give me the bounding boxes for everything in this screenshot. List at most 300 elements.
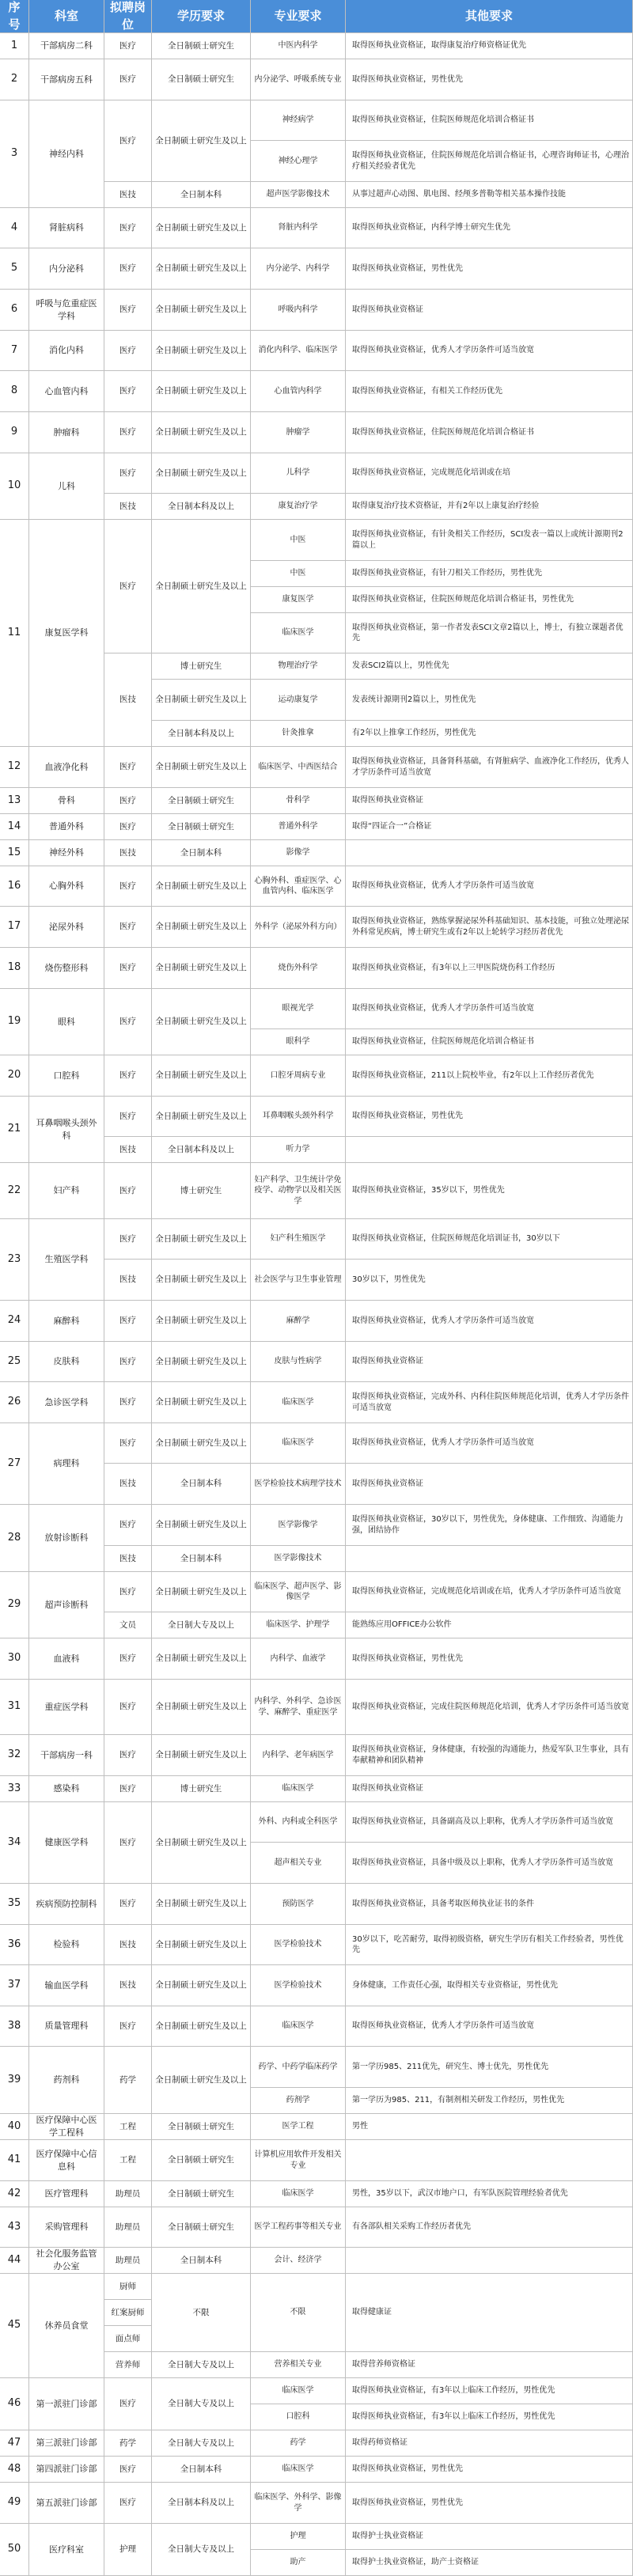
major-requirement: 心胸外科、重症医学、心血管内科、临床医学 — [251, 866, 346, 907]
position: 医疗 — [104, 33, 152, 59]
department: 干部病房五科 — [29, 59, 104, 100]
education-requirement: 全日制硕士研究生及以上 — [152, 1884, 251, 1925]
position: 医技 — [104, 1546, 152, 1572]
education-requirement: 全日制硕士研究生及以上 — [152, 1342, 251, 1382]
education-requirement: 全日制硕士研究生 — [152, 2140, 251, 2181]
row-number: 47 — [0, 2430, 29, 2457]
row-number: 19 — [0, 989, 29, 1055]
education-requirement: 全日制硕士研究生及以上 — [152, 907, 251, 948]
position: 医疗 — [104, 866, 152, 907]
education-requirement: 全日制硕士研究生及以上 — [152, 1802, 251, 1884]
department: 血液科 — [29, 1638, 104, 1680]
row-number: 35 — [0, 1884, 29, 1925]
education-requirement: 博士研究生 — [152, 1163, 251, 1219]
position: 医疗 — [104, 290, 152, 331]
other-requirement: 取得健康证 — [346, 2274, 633, 2352]
other-requirement: 取得医师执业资格证，男性优先 — [346, 2457, 633, 2483]
major-requirement: 妇产科生殖医学 — [251, 1219, 346, 1260]
education-requirement: 全日制本科 — [152, 2248, 251, 2274]
position: 工程 — [104, 2114, 152, 2140]
major-requirement: 医学检验技术 — [251, 1965, 346, 2006]
education-requirement: 全日制硕士研究生及以上 — [152, 100, 251, 182]
other-requirement: 取得药师资格证 — [346, 2430, 633, 2457]
row-number: 4 — [0, 208, 29, 248]
major-requirement: 临床医学、中西医结合 — [251, 747, 346, 788]
major-requirement: 儿科学 — [251, 453, 346, 494]
position: 医疗 — [104, 1735, 152, 1776]
position: 医疗 — [104, 208, 152, 248]
position: 医疗 — [104, 1776, 152, 1802]
education-requirement: 全日制硕士研究生及以上 — [152, 989, 251, 1055]
position: 医疗 — [104, 1638, 152, 1680]
row-number: 45 — [0, 2274, 29, 2378]
position: 医疗 — [104, 371, 152, 412]
row-number: 28 — [0, 1505, 29, 1572]
major-requirement: 康复治疗学 — [251, 494, 346, 520]
education-requirement: 全日制硕士研究生 — [152, 33, 251, 59]
other-requirement: 取得医师执业资格证，男性优先 — [346, 1097, 633, 1137]
other-requirement: 取得医师执业资格证 — [346, 788, 633, 814]
major-requirement: 眼科学 — [251, 1029, 346, 1055]
other-requirement: 取得医师执业资格证，完成住院医师规范化培训，优秀人才学历条件可适当放宽 — [346, 1680, 633, 1735]
other-requirement: 取得医师执业资格证，具备副高及以上职称，优秀人才学历条件可适当放宽 — [346, 1802, 633, 1843]
row-number: 7 — [0, 331, 29, 371]
department: 消化内科 — [29, 331, 104, 371]
other-requirement: 身体健康，工作责任心强，取得相关专业资格证，男性优先 — [346, 1965, 633, 2006]
position: 医技 — [104, 1260, 152, 1301]
department: 第四派驻门诊部 — [29, 2457, 104, 2483]
department: 呼吸与危重症医学科 — [29, 290, 104, 331]
department: 第三派驻门诊部 — [29, 2430, 104, 2457]
position: 助理员 — [104, 2181, 152, 2207]
other-requirement: 取得“四证合一”合格证 — [346, 814, 633, 840]
position: 药学 — [104, 2430, 152, 2457]
education-requirement: 全日制硕士研究生及以上 — [152, 1382, 251, 1423]
position: 医疗 — [104, 788, 152, 814]
row-number: 9 — [0, 412, 29, 453]
column-header: 其他要求 — [346, 0, 633, 33]
education-requirement: 全日制硕士研究生及以上 — [152, 1219, 251, 1260]
major-requirement: 临床医学 — [251, 1776, 346, 1802]
row-number: 43 — [0, 2207, 29, 2248]
department: 心血管内科 — [29, 371, 104, 412]
major-requirement: 眼视光学 — [251, 989, 346, 1029]
row-number: 11 — [0, 520, 29, 747]
other-requirement: 取得医师执业资格证，男性优先 — [346, 248, 633, 290]
major-requirement: 不限 — [251, 2274, 346, 2352]
position: 医疗 — [104, 1163, 152, 1219]
other-requirement: 取得医师执业资格证，35岁以下，男性优先 — [346, 1163, 633, 1219]
major-requirement: 营养相关专业 — [251, 2352, 346, 2378]
education-requirement: 全日制硕士研究生及以上 — [152, 331, 251, 371]
position: 厨师 — [104, 2274, 152, 2300]
other-requirement: 有2年以上推拿工作经历，男性优先 — [346, 721, 633, 747]
major-requirement: 消化内科学、临床医学 — [251, 331, 346, 371]
other-requirement: 取得医师执业资格证，身体健康，有较强的沟通能力，热爱军队卫生事业，具有奉献精神和团队精神 — [346, 1735, 633, 1776]
major-requirement: 听力学 — [251, 1137, 346, 1163]
department: 泌尿外科 — [29, 907, 104, 948]
department: 休养员食堂 — [29, 2274, 104, 2378]
position: 面点师 — [104, 2326, 152, 2352]
position: 医疗 — [104, 412, 152, 453]
major-requirement: 药学、中药学临床药学 — [251, 2047, 346, 2088]
other-requirement: 取得医师执业资格证，具备考取医师执业证书的条件 — [346, 1884, 633, 1925]
education-requirement: 全日制硕士研究生 — [152, 788, 251, 814]
row-number: 14 — [0, 814, 29, 840]
education-requirement: 全日制本科 — [152, 1464, 251, 1505]
education-requirement: 全日制硕士研究生及以上 — [152, 1925, 251, 1965]
education-requirement: 全日制本科 — [152, 1546, 251, 1572]
row-number: 46 — [0, 2378, 29, 2430]
position: 医疗 — [104, 520, 152, 653]
education-requirement: 全日制硕士研究生及以上 — [152, 2047, 251, 2114]
position: 医疗 — [104, 1505, 152, 1546]
department: 病理科 — [29, 1423, 104, 1505]
column-header: 序号 — [0, 0, 29, 33]
position: 医疗 — [104, 1884, 152, 1925]
position: 红案厨师 — [104, 2300, 152, 2326]
major-requirement: 中医 — [251, 520, 346, 561]
other-requirement: 取得医师执业资格证，优秀人才学历条件可适当放宽 — [346, 2006, 633, 2047]
education-requirement: 全日制硕士研究生及以上 — [152, 1097, 251, 1137]
education-requirement: 全日制大专及以上 — [152, 2430, 251, 2457]
other-requirement: 取得医师执业资格证，优秀人才学历条件可适当放宽 — [346, 866, 633, 907]
major-requirement: 针灸推拿 — [251, 721, 346, 747]
other-requirement: 取得医师执业资格证，住院医师规范化培训合格证书 — [346, 100, 633, 141]
row-number: 23 — [0, 1219, 29, 1301]
other-requirement: 第一学历为985、211，有制剂相关研发工作经历，男性优先 — [346, 2088, 633, 2114]
position: 医疗 — [104, 1680, 152, 1735]
major-requirement: 临床医学 — [251, 1423, 346, 1464]
row-number: 18 — [0, 948, 29, 989]
education-requirement: 全日制本科及以上 — [152, 494, 251, 520]
position: 医疗 — [104, 814, 152, 840]
position: 医技 — [104, 1137, 152, 1163]
position: 医疗 — [104, 453, 152, 494]
education-requirement: 全日制硕士研究生 — [152, 814, 251, 840]
other-requirement: 取得医师执业资格证 — [346, 1342, 633, 1382]
other-requirement: 取得医师执业资格证，有3年以上临床工作经历，男性优先 — [346, 2404, 633, 2430]
other-requirement: 取得医师执业资格证，优秀人才学历条件可适当放宽 — [346, 1301, 633, 1342]
major-requirement: 口腔牙周病专业 — [251, 1055, 346, 1097]
major-requirement: 呼吸内科学 — [251, 290, 346, 331]
major-requirement: 药剂学 — [251, 2088, 346, 2114]
department: 妇产科 — [29, 1163, 104, 1219]
column-header: 科室 — [29, 0, 104, 33]
position: 医疗 — [104, 1423, 152, 1464]
education-requirement: 全日制硕士研究生及以上 — [152, 1260, 251, 1301]
department: 血液净化科 — [29, 747, 104, 788]
education-requirement: 全日制硕士研究生 — [152, 59, 251, 100]
major-requirement: 妇产科学、卫生统计学免疫学、动物学以及相关医学 — [251, 1163, 346, 1219]
other-requirement: 取得医师执业资格证，完成规范化培训或在培 — [346, 453, 633, 494]
major-requirement: 外科学（泌尿外科方向） — [251, 907, 346, 948]
education-requirement: 全日制硕士研究生及以上 — [152, 1572, 251, 1612]
major-requirement: 内分泌学、内科学 — [251, 248, 346, 290]
row-number: 29 — [0, 1572, 29, 1638]
department: 放射诊断科 — [29, 1505, 104, 1572]
other-requirement: 30岁以下，吃苦耐劳，取得初级资格，研究生学历有相关工作经验者，男性优先 — [346, 1925, 633, 1965]
position: 药学 — [104, 2047, 152, 2114]
other-requirement: 取得康复治疗技术资格证，并有2年以上康复治疗经验 — [346, 494, 633, 520]
row-number: 21 — [0, 1097, 29, 1163]
row-number: 24 — [0, 1301, 29, 1342]
department: 健康医学科 — [29, 1802, 104, 1884]
department: 药剂科 — [29, 2047, 104, 2114]
other-requirement — [346, 1137, 633, 1163]
row-number: 5 — [0, 248, 29, 290]
other-requirement — [346, 2248, 633, 2274]
major-requirement: 中医 — [251, 561, 346, 587]
position: 医技 — [104, 653, 152, 747]
department: 疾病预防控制科 — [29, 1884, 104, 1925]
other-requirement: 从事过超声心动图、肌电图、经颅多普勒等相关基本操作技能 — [346, 182, 633, 208]
department: 第五派驻门诊部 — [29, 2483, 104, 2524]
other-requirement: 取得医师执业资格证，熟练掌握泌尿外科基础知识、基本技能，可独立处理泌尿外科常见疾病，博士研究生或有2年以上轮转学习经历者优先 — [346, 907, 633, 948]
department: 质量管理科 — [29, 2006, 104, 2047]
other-requirement: 取得医师执业资格证，住院医师规范化培训合格证书，心理咨询师证书，心理治疗相关经验者优先 — [346, 141, 633, 182]
other-requirement: 取得医师执业资格证，男性优先 — [346, 59, 633, 100]
department: 神经外科 — [29, 840, 104, 866]
other-requirement: 取得医师执业资格证，第一作者发表SCI文章2篇以上，博士，有独立课题者优先 — [346, 613, 633, 653]
department: 社会化服务监管办公室 — [29, 2248, 104, 2274]
position: 医技 — [104, 1464, 152, 1505]
row-number: 34 — [0, 1802, 29, 1884]
position: 工程 — [104, 2140, 152, 2181]
major-requirement: 社会医学与卫生事业管理 — [251, 1260, 346, 1301]
education-requirement: 全日制硕士研究生及以上 — [152, 747, 251, 788]
department: 肾脏病科 — [29, 208, 104, 248]
position: 医疗 — [104, 59, 152, 100]
other-requirement: 能熟练应用OFFICE办公软件 — [346, 1612, 633, 1638]
row-number: 39 — [0, 2047, 29, 2114]
major-requirement: 神经病学 — [251, 100, 346, 141]
other-requirement: 30岁以下，男性优先 — [346, 1260, 633, 1301]
other-requirement: 取得医师执业资格证，优秀人才学历条件可适当放宽 — [346, 989, 633, 1029]
row-number: 20 — [0, 1055, 29, 1097]
education-requirement: 全日制硕士研究生及以上 — [152, 680, 251, 721]
major-requirement: 医学检验技术病理学技术 — [251, 1464, 346, 1505]
position: 医疗 — [104, 1382, 152, 1423]
row-number: 41 — [0, 2140, 29, 2181]
row-number: 1 — [0, 33, 29, 59]
major-requirement: 临床医学 — [251, 2181, 346, 2207]
department: 儿科 — [29, 453, 104, 520]
row-number: 25 — [0, 1342, 29, 1382]
position: 医疗 — [104, 1055, 152, 1097]
education-requirement: 全日制硕士研究生及以上 — [152, 1965, 251, 2006]
major-requirement: 临床医学 — [251, 613, 346, 653]
major-requirement: 皮肤与性病学 — [251, 1342, 346, 1382]
education-requirement: 全日制本科及以上 — [152, 1137, 251, 1163]
major-requirement: 超声相关专业 — [251, 1843, 346, 1884]
education-requirement: 博士研究生 — [152, 1776, 251, 1802]
major-requirement: 内分泌学、呼吸系统专业 — [251, 59, 346, 100]
education-requirement: 全日制硕士研究生及以上 — [152, 371, 251, 412]
other-requirement: 取得医师执业资格证，住院医师规范化培训合格证书，男性优先 — [346, 587, 633, 613]
row-number: 16 — [0, 866, 29, 907]
major-requirement: 内科学、外科学、急诊医学、麻醉学、重症医学 — [251, 1680, 346, 1735]
education-requirement: 全日制硕士研究生及以上 — [152, 1505, 251, 1546]
major-requirement: 物理治疗学 — [251, 653, 346, 680]
position: 医疗 — [104, 2457, 152, 2483]
row-number: 37 — [0, 1965, 29, 2006]
major-requirement: 药学 — [251, 2430, 346, 2457]
education-requirement: 博士研究生 — [152, 653, 251, 680]
department: 干部病房一科 — [29, 1735, 104, 1776]
row-number: 42 — [0, 2181, 29, 2207]
other-requirement: 发表SCI2篇以上，男性优先 — [346, 653, 633, 680]
major-requirement: 临床医学、超声医学、影像医学 — [251, 1572, 346, 1612]
department: 心胸外科 — [29, 866, 104, 907]
other-requirement — [346, 2140, 633, 2181]
department: 重症医学科 — [29, 1680, 104, 1735]
other-requirement: 取得医师执业资格证，取得康复治疗师资格证优先 — [346, 33, 633, 59]
major-requirement: 口腔科 — [251, 2404, 346, 2430]
other-requirement: 取得医师执业资格证，30岁以下，男性优先，身体健康、工作细致、沟通能力强，团结协作 — [346, 1505, 633, 1546]
position: 医疗 — [104, 907, 152, 948]
other-requirement: 取得医师执业资格证，完成外科、内科住院医师规范化培训，优秀人才学历条件可适当放宽 — [346, 1382, 633, 1423]
position: 医疗 — [104, 248, 152, 290]
column-header: 拟聘岗位 — [104, 0, 152, 33]
other-requirement: 取得医师执业资格证，有3年以上临床工作经历，男性优先 — [346, 2378, 633, 2404]
major-requirement: 临床医学 — [251, 2378, 346, 2404]
major-requirement: 肾脏内科学 — [251, 208, 346, 248]
education-requirement: 全日制本科及以上 — [152, 721, 251, 747]
position: 医技 — [104, 1925, 152, 1965]
education-requirement: 全日制大专及以上 — [152, 2524, 251, 2576]
other-requirement: 取得医师执业资格证 — [346, 1464, 633, 1505]
other-requirement: 取得医师执业资格证，具备肾科基础，有肾脏病学、血液净化工作经历，优秀人才学历条件可适当放宽 — [346, 747, 633, 788]
major-requirement: 医学影像技术 — [251, 1546, 346, 1572]
education-requirement: 全日制硕士研究生及以上 — [152, 2006, 251, 2047]
education-requirement: 全日制硕士研究生及以上 — [152, 520, 251, 653]
education-requirement: 全日制硕士研究生及以上 — [152, 1638, 251, 1680]
other-requirement: 取得医师执业资格证，211以上院校毕业，有2年以上工作经历者优先 — [346, 1055, 633, 1097]
row-number: 48 — [0, 2457, 29, 2483]
row-number: 50 — [0, 2524, 29, 2576]
row-number: 40 — [0, 2114, 29, 2140]
major-requirement: 耳鼻咽喉头颈外科学 — [251, 1097, 346, 1137]
row-number: 30 — [0, 1638, 29, 1680]
other-requirement: 取得医师执业资格证，有针刀相关工作经历，男性优先 — [346, 561, 633, 587]
other-requirement: 取得营养师资格证 — [346, 2352, 633, 2378]
other-requirement: 取得医师执业资格证，内科学博士研究生优先 — [346, 208, 633, 248]
major-requirement: 骨科学 — [251, 788, 346, 814]
department: 急诊医学科 — [29, 1382, 104, 1423]
other-requirement: 取得医师执业资格证 — [346, 1776, 633, 1802]
department: 内分泌科 — [29, 248, 104, 290]
department: 麻醉科 — [29, 1301, 104, 1342]
education-requirement: 全日制本科及以上 — [152, 2483, 251, 2524]
major-requirement: 内科学、血液学 — [251, 1638, 346, 1680]
major-requirement: 烧伤外科学 — [251, 948, 346, 989]
column-header: 专业要求 — [251, 0, 346, 33]
position: 医疗 — [104, 2378, 152, 2430]
row-number: 36 — [0, 1925, 29, 1965]
education-requirement: 全日制硕士研究生及以上 — [152, 208, 251, 248]
position: 医疗 — [104, 747, 152, 788]
department: 检验科 — [29, 1925, 104, 1965]
other-requirement: 取得医师执业资格证，优秀人才学历条件可适当放宽 — [346, 331, 633, 371]
position: 医疗 — [104, 948, 152, 989]
department: 耳鼻咽喉头颈外科 — [29, 1097, 104, 1163]
department: 普通外科 — [29, 814, 104, 840]
major-requirement: 康复医学 — [251, 587, 346, 613]
education-requirement: 全日制本科 — [152, 2457, 251, 2483]
major-requirement: 神经心理学 — [251, 141, 346, 182]
education-requirement: 全日制硕士研究生及以上 — [152, 1301, 251, 1342]
other-requirement — [346, 840, 633, 866]
education-requirement: 全日制硕士研究生及以上 — [152, 1055, 251, 1097]
major-requirement: 外科、内科或全科医学 — [251, 1802, 346, 1843]
row-number: 15 — [0, 840, 29, 866]
major-requirement: 普通外科学 — [251, 814, 346, 840]
major-requirement: 助产 — [251, 2550, 346, 2576]
education-requirement: 全日制硕士研究生及以上 — [152, 1680, 251, 1735]
department: 眼科 — [29, 989, 104, 1055]
other-requirement: 第一学历985、211优先，研究生、博士优先，男性优先 — [346, 2047, 633, 2088]
other-requirement: 取得医师执业资格证 — [346, 290, 633, 331]
department: 烧伤整形科 — [29, 948, 104, 989]
department: 口腔科 — [29, 1055, 104, 1097]
major-requirement: 计算机应用软件开发相关专业 — [251, 2140, 346, 2181]
other-requirement — [346, 1546, 633, 1572]
position: 医疗 — [104, 331, 152, 371]
major-requirement: 医学影像学 — [251, 1505, 346, 1546]
major-requirement: 临床医学 — [251, 2457, 346, 2483]
other-requirement: 取得医师执业资格证，优秀人才学历条件可适当放宽 — [346, 1423, 633, 1464]
major-requirement: 运动康复学 — [251, 680, 346, 721]
department: 骨科 — [29, 788, 104, 814]
major-requirement: 预防医学 — [251, 1884, 346, 1925]
other-requirement: 取得医师执业资格证，有相关工作经历优先 — [346, 371, 633, 412]
department: 超声诊断科 — [29, 1572, 104, 1638]
department: 感染科 — [29, 1776, 104, 1802]
education-requirement: 全日制本科 — [152, 840, 251, 866]
position: 医技 — [104, 840, 152, 866]
position: 医疗 — [104, 1301, 152, 1342]
major-requirement: 影像学 — [251, 840, 346, 866]
department: 康复医学科 — [29, 520, 104, 747]
row-number: 27 — [0, 1423, 29, 1505]
education-requirement: 全日制硕士研究生 — [152, 2181, 251, 2207]
row-number: 22 — [0, 1163, 29, 1219]
education-requirement: 全日制硕士研究生及以上 — [152, 1735, 251, 1776]
education-requirement: 全日制硕士研究生 — [152, 2114, 251, 2140]
major-requirement: 医学工程 — [251, 2114, 346, 2140]
education-requirement: 全日制硕士研究生及以上 — [152, 1423, 251, 1464]
major-requirement: 肿瘤学 — [251, 412, 346, 453]
department: 肿瘤科 — [29, 412, 104, 453]
other-requirement: 有各部队相关采购工作经历者优先 — [346, 2207, 633, 2248]
other-requirement: 取得医师执业资格证，男性优先 — [346, 2483, 633, 2524]
row-number: 6 — [0, 290, 29, 331]
education-requirement: 全日制大专及以上 — [152, 2352, 251, 2378]
major-requirement: 临床医学、护理学 — [251, 1612, 346, 1638]
major-requirement: 护理 — [251, 2524, 346, 2550]
other-requirement: 取得医师执业资格证，有针灸相关工作经历，SCI发表一篇以上或统计源期刊2篇以上 — [346, 520, 633, 561]
position: 护理 — [104, 2524, 152, 2576]
position: 医疗 — [104, 2006, 152, 2047]
education-requirement: 全日制硕士研究生及以上 — [152, 412, 251, 453]
major-requirement: 中医内科学 — [251, 33, 346, 59]
other-requirement: 取得护士执业资格证 — [346, 2524, 633, 2550]
education-requirement: 全日制硕士研究生 — [152, 2207, 251, 2248]
other-requirement: 取得医师执业资格证，有3年以上三甲医院烧伤科工作经历 — [346, 948, 633, 989]
position: 医疗 — [104, 989, 152, 1055]
row-number: 2 — [0, 59, 29, 100]
